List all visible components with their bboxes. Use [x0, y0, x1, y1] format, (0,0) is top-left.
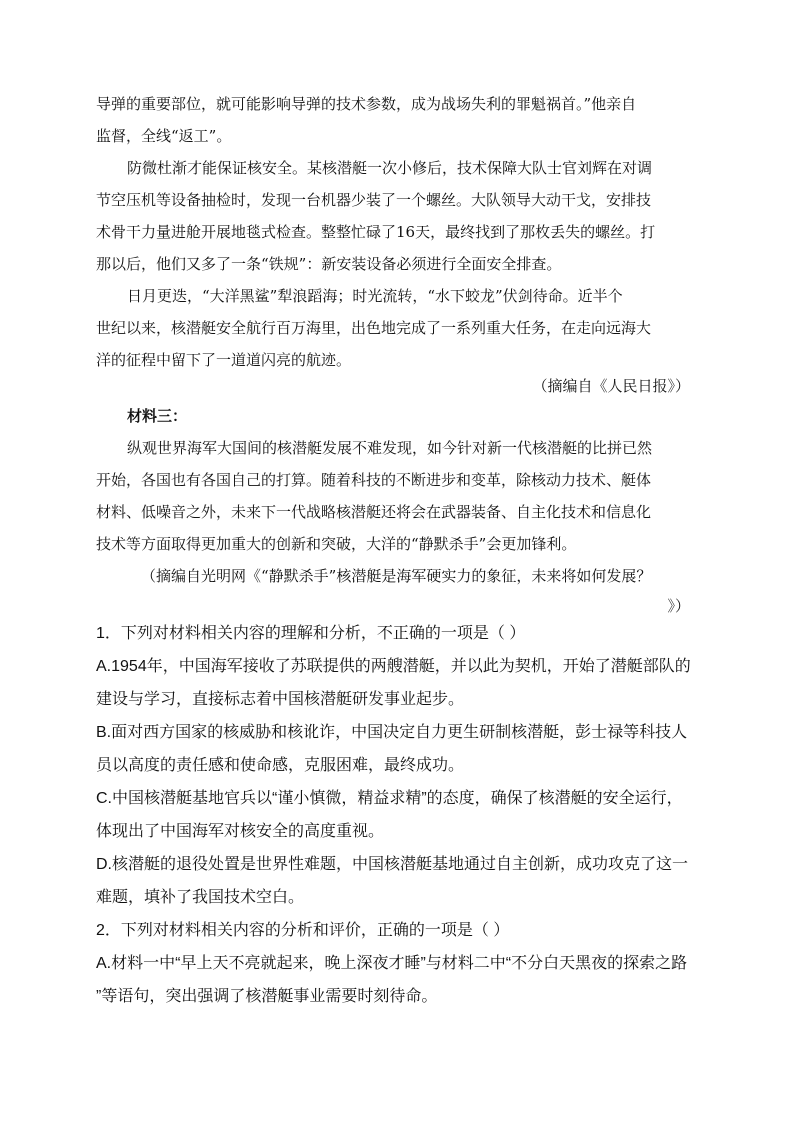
- paragraph-line: 洋的征程中留下了一道道闪亮的航迹。: [96, 351, 352, 369]
- source-citation: （摘编自光明网《“静默杀手”核潜艇是海军硬实力的象征，未来将如何发展？: [141, 567, 652, 585]
- section-heading: 材料三：: [127, 407, 188, 425]
- paragraph-line: 节空压机等设备抽检时，发现一台机器少装了一个螺丝。大队领导大动干戈，安排技: [96, 191, 652, 209]
- question-stem: 1．下列对材料相关内容的理解和分析，不正确的一项是（ ）: [96, 625, 526, 642]
- paragraph-line: 导弹的重要部位，就可能影响导弹的技术参数，成为战场失利的罪魁祸首。”他亲自: [96, 95, 637, 113]
- paragraph-line: 监督，全线“返工”。: [96, 127, 232, 145]
- option-b: B.面对西方国家的核威胁和核讹诈，中国决定自力更生研制核潜艇，彭士禄等科技人: [96, 724, 688, 741]
- paragraph-line: 日月更迭，“大洋黑鲨”犁浪蹈海；时光流转，“水下蛟龙”伏剑待命。近半个: [127, 287, 623, 305]
- paragraph-line: 那以后，他们又多了一条“铁规”：新安装设备必须进行全面安全排查。: [96, 255, 562, 273]
- option-c-cont: 体现出了中国海军对核安全的高度重视。: [96, 823, 385, 840]
- paragraph-line: 世纪以来，核潜艇安全航行百万海里，出色地完成了一系列重大任务，在走向远海大: [96, 319, 652, 337]
- paragraph-line: 防微杜渐才能保证核安全。某核潜艇一次小修后，技术保障大队士官刘辉在对调: [127, 159, 653, 177]
- option-c: C.中国核潜艇基地官兵以“谨小慎微，精益求精”的态度，确保了核潜艇的安全运行，: [96, 790, 683, 807]
- option-d-cont: 难题，填补了我国技术空白。: [96, 889, 305, 906]
- option-a: A.1954年，中国海军接收了苏联提供的两艘潜艇，并以此为契机，开始了潜艇部队的: [96, 658, 691, 675]
- source-citation: （摘编自《人民日报》）: [532, 377, 690, 395]
- option-d: D.核潜艇的退役处置是世界性难题，中国核潜艇基地通过自主创新，成功攻克了这一: [96, 856, 689, 873]
- option-a-cont: ”等语句，突出强调了核潜艇事业需要时刻待命。: [96, 988, 438, 1005]
- paragraph-line: 材料、低噪音之外，未来下一代战略核潜艇还将会在武器装备、自主化技术和信息化: [96, 503, 652, 521]
- source-citation: 》）: [667, 597, 690, 615]
- option-a: A.材料一中“早上天不亮就起来，晚上深夜才睡”与材料二中“不分白天黑夜的探索之路: [96, 955, 688, 972]
- paragraph-line: 开始，各国也有各国自己的打算。随着科技的不断进步和变革，除核动力技术、艇体: [96, 471, 652, 489]
- paragraph-line: 纵观世界海军大国间的核潜艇发展不难发现，如今针对新一代核潜艇的比拼已然: [127, 439, 653, 457]
- question-stem: 2．下列对材料相关内容的分析和评价，正确的一项是（ ）: [96, 922, 510, 939]
- option-b-cont: 员以高度的责任感和使命感，克服困难，最终成功。: [96, 757, 465, 774]
- paragraph-line: 术骨干力量进舱开展地毯式检查。整整忙碌了16天，最终找到了那枚丢失的螺丝。打: [96, 223, 656, 241]
- option-a-cont: 建设与学习，直接标志着中国核潜艇研发事业起步。: [96, 691, 465, 708]
- paragraph-line: 技术等方面取得更加重大的创新和突破，大洋的“静默杀手”会更加锋利。: [96, 535, 577, 553]
